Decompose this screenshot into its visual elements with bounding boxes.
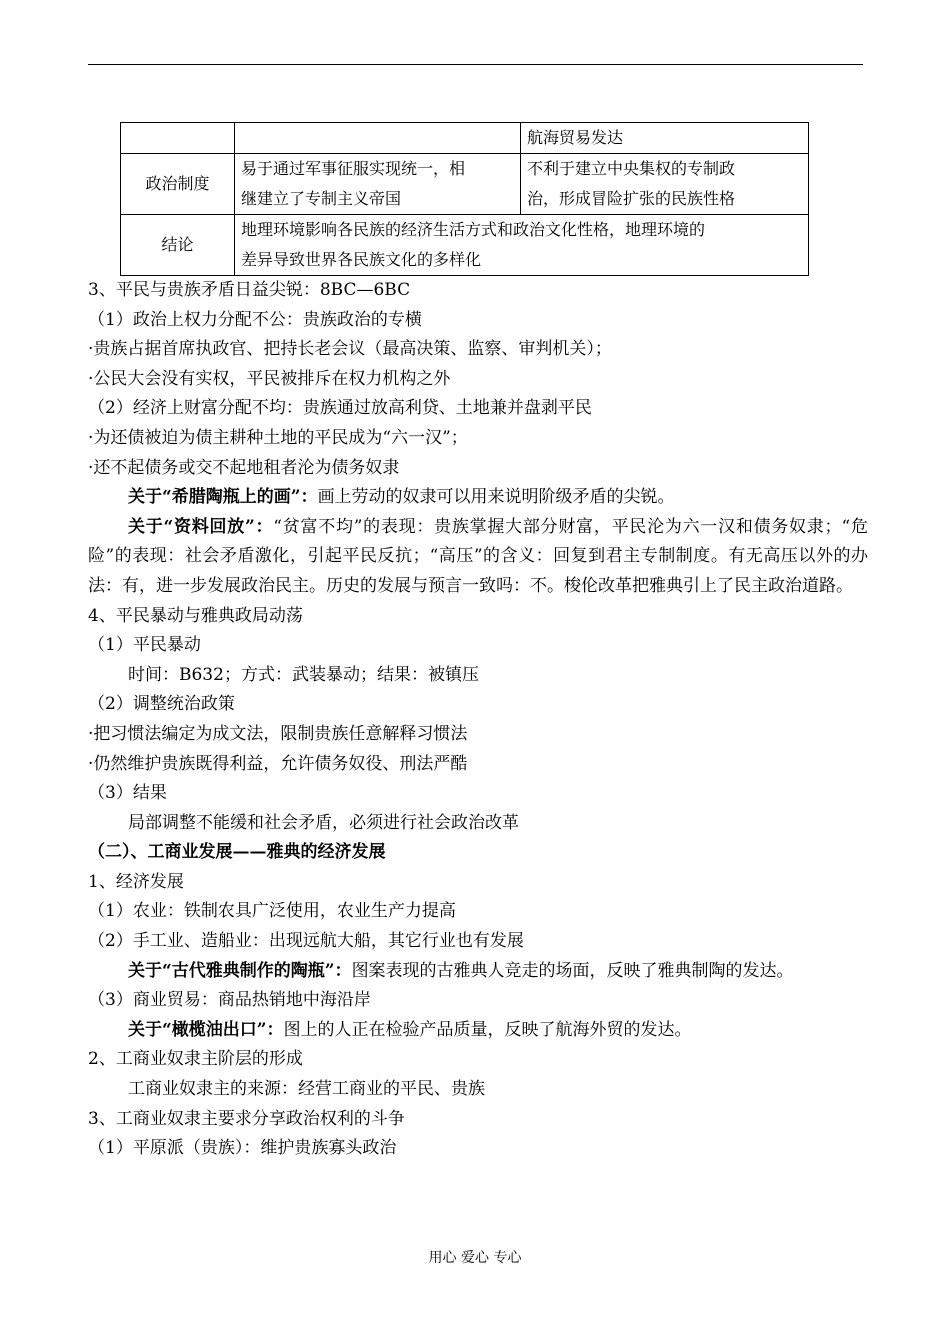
subsection-heading: （2）手工业、造船业：出现远航大船，其它行业也有发展 bbox=[88, 931, 524, 952]
note-paragraph bbox=[88, 483, 868, 513]
page-footer: 用心 爱心 专心 bbox=[428, 1250, 522, 1266]
table-row bbox=[121, 154, 809, 215]
document-body bbox=[88, 276, 868, 1164]
subsection-heading: （1）政治上权力分配不公：贵族政治的专横 bbox=[88, 309, 422, 330]
cell-line: 继建立了专制主义帝国 bbox=[241, 189, 402, 208]
table-cell-merged bbox=[235, 215, 809, 276]
note-paragraph bbox=[88, 513, 868, 602]
cell-line: 地理环境影响各民族的经济生活方式和政治文化性格，地理环境的 bbox=[241, 220, 706, 239]
body-text: 工商业奴隶主的来源：经营工商业的平民、贵族 bbox=[128, 1079, 485, 1100]
bullet-item: ·公民大会没有实权，平民被排斥在权力机构之外 bbox=[88, 368, 451, 389]
bullet-item: ·仍然维护贵族既得利益，允许债务奴役、刑法严酷 bbox=[88, 753, 468, 774]
comparison-table bbox=[120, 122, 809, 276]
table-cell bbox=[121, 123, 235, 154]
chapter-heading: （二）、工商业发展——雅典的经济发展 bbox=[88, 842, 386, 863]
section-heading: 2、工商业奴隶主阶层的形成 bbox=[88, 1049, 303, 1070]
cell-line: 不利于建立中央集权的专制政 bbox=[527, 159, 736, 178]
section-heading: 4、平民暴动与雅典政局动荡 bbox=[88, 605, 303, 626]
section-heading: 3、平民与贵族矛盾日益尖锐：8BC—6BC bbox=[88, 280, 411, 300]
table-cell-label: 政治制度 bbox=[121, 154, 235, 215]
subsection-heading: （1）平原派（贵族）：维护贵族寡头政治 bbox=[88, 1138, 397, 1159]
subsection-heading: （3）结果 bbox=[88, 783, 167, 804]
cell-line: 治，形成冒险扩张的民族性格 bbox=[527, 189, 736, 208]
note-text: “贫富不均”的表现：贵族掌握大部分财富，平民沦为六一汉和债务奴隶；“危险”的表现：社会矛盾激化，引起平民反抗；“高压”的含义：回复到君主专制制度。有无高压以外的办法：有，进一步发展政治民主。历史的发展与预言一致吗：不。梭伦改革把雅典引上了民主政治道路。 bbox=[88, 516, 868, 596]
note-text: 画上劳动的奴隶可以用来说明阶级矛盾的尖锐。 bbox=[317, 487, 675, 508]
bullet-item: ·贵族占据首席执政官、把持长老会议（最高决策、监察、审判机关）； bbox=[88, 339, 612, 360]
table-row bbox=[121, 215, 809, 276]
subsection-heading: （2）调整统治政策 bbox=[88, 694, 235, 715]
cell-line: 易于通过军事征服实现统一，相 bbox=[241, 159, 466, 178]
subsection-heading: （1）农业：铁制农具广泛使用，农业生产力提高 bbox=[88, 901, 456, 922]
table-cell bbox=[235, 123, 521, 154]
note-paragraph bbox=[88, 957, 868, 987]
table-cell bbox=[235, 154, 521, 215]
note-label: 关于“橄榄油出口”： bbox=[128, 1019, 284, 1040]
table-cell bbox=[521, 154, 809, 215]
subsection-heading: （3）商业贸易：商品热销地中海沿岸 bbox=[88, 990, 371, 1011]
header-rule bbox=[88, 64, 863, 65]
note-text: 图上的人正在检验产品质量，反映了航海外贸的发达。 bbox=[283, 1019, 692, 1040]
bullet-item: ·把习惯法编定为成文法，限制贵族任意解释习惯法 bbox=[88, 723, 468, 744]
subsection-heading: （1）平民暴动 bbox=[88, 635, 201, 656]
cell-line: 差异导致世界各民族文化的多样化 bbox=[241, 250, 482, 269]
note-text: 图案表现的古雅典人竞走的场面，反映了雅典制陶的发达。 bbox=[351, 960, 794, 981]
note-paragraph bbox=[88, 1016, 868, 1046]
table-row bbox=[121, 123, 809, 154]
bullet-item: ·为还债被迫为债主耕种土地的平民成为“六一汉”； bbox=[88, 427, 468, 448]
table-cell-label: 结论 bbox=[121, 215, 235, 276]
table-cell: 航海贸易发达 bbox=[521, 123, 809, 154]
section-heading: 3、工商业奴隶主要求分享政治权利的斗争 bbox=[88, 1108, 405, 1129]
bullet-item: ·还不起债务或交不起地租者沦为债务奴隶 bbox=[88, 457, 400, 478]
body-text: 局部调整不能缓和社会矛盾，必须进行社会政治改革 bbox=[128, 812, 519, 833]
note-label: 关于“古代雅典制作的陶瓶”： bbox=[128, 960, 352, 981]
section-heading: 1、经济发展 bbox=[88, 871, 184, 892]
body-text: 时间：B632；方式：武装暴动；结果：被镇压 bbox=[128, 664, 479, 685]
note-label: 关于“资料回放”： bbox=[128, 516, 274, 537]
note-label: 关于“希腊陶瓶上的画”： bbox=[128, 487, 318, 508]
subsection-heading: （2）经济上财富分配不均：贵族通过放高利贷、土地兼并盘剥平民 bbox=[88, 398, 592, 419]
